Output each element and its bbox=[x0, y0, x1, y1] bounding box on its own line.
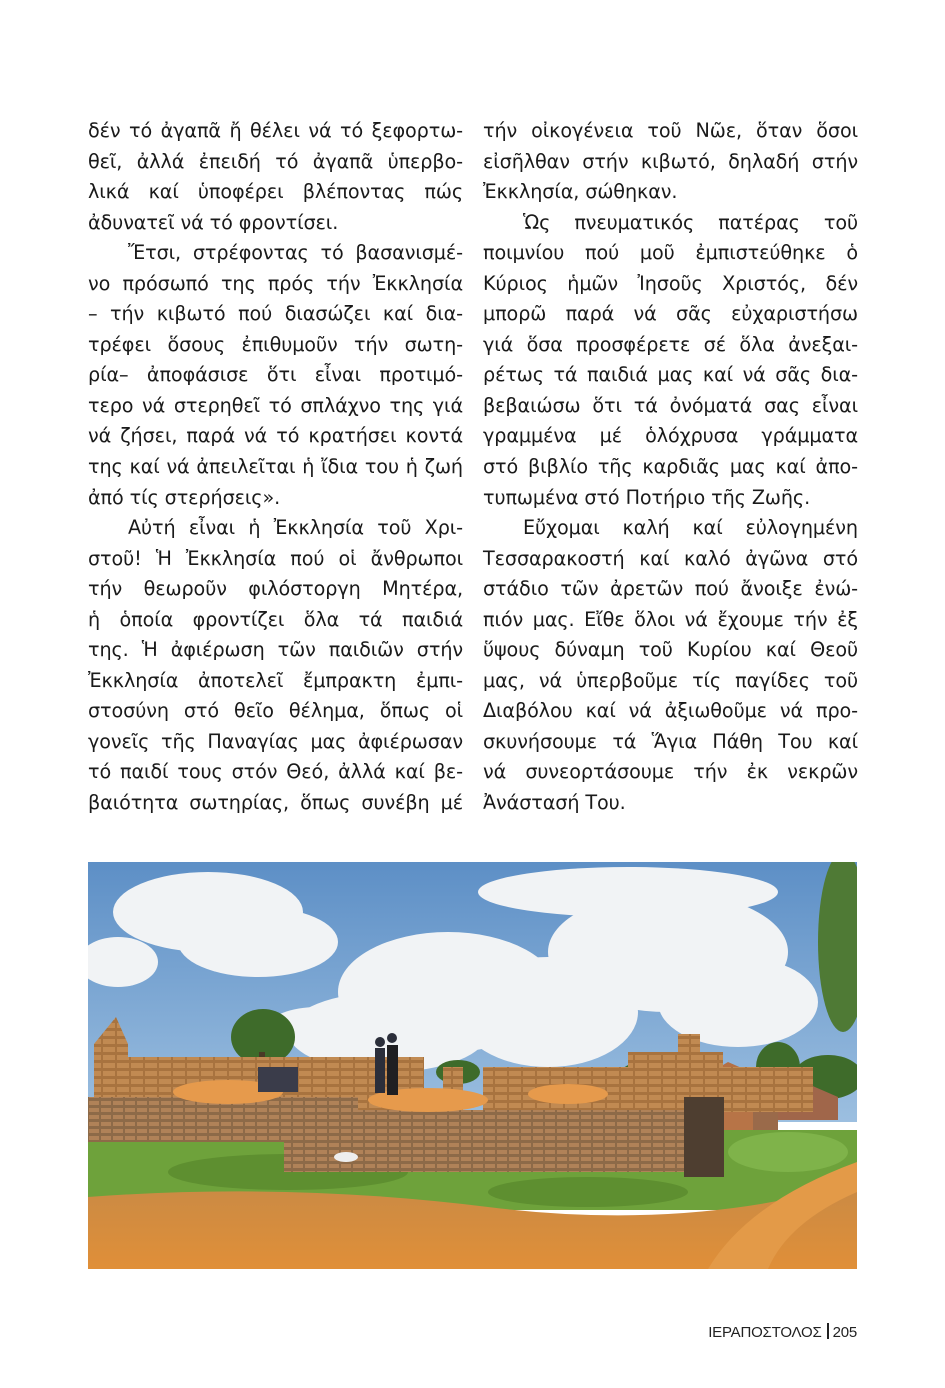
text-line: ἀπό τίς στερήσεις». bbox=[88, 485, 281, 509]
text-line: Ἐκκλησία, σώθηκαν. bbox=[483, 180, 678, 204]
text-line: γραμμένα μέ ὁλόχρυσα γράμματα bbox=[483, 424, 858, 448]
text-line: τήν θεωροῦν φιλόστοργη Μητέρα, bbox=[88, 577, 463, 601]
left-text-column bbox=[88, 116, 463, 819]
text-line: Ὡς πνευματικός πατέρας τοῦ bbox=[523, 210, 858, 234]
paragraph bbox=[88, 513, 463, 818]
text-line: σκυνήσουμε τά Ἅγια Πάθη Του καί bbox=[483, 729, 858, 753]
text-line: ἡ ὁποία φροντίζει ὅλα τά παιδιά bbox=[88, 607, 463, 631]
text-line: ρέτως τά παιδιά μας καί νά σᾶς δια- bbox=[483, 363, 858, 387]
text-line: ποιμνίου πού μοῦ ἐμπιστεύθηκε ὁ bbox=[483, 241, 858, 265]
text-line: – τήν κιβωτό πού διασώζει καί δια- bbox=[88, 302, 463, 326]
text-line: Ἀνάστασή Του. bbox=[483, 791, 626, 815]
text-line: της καί νά ἀπειλεῖται ἡ ἴδια του ἡ ζωή bbox=[88, 455, 463, 479]
text-line: Εὔχομαι καλή καί εὐλογημένη bbox=[523, 516, 858, 540]
text-line: Ἐκκλησία ἀποτελεῖ ἔμπρακτη ἐμπι- bbox=[88, 668, 463, 692]
text-line: ὕψους δύναμη τοῦ Κυρίου καί Θεοῦ bbox=[483, 638, 858, 662]
text-line: λικά καί ὑποφέρει βλέποντας πώς bbox=[88, 180, 463, 204]
text-line: στοῦ! Ἡ Ἐκκλησία πού οἱ ἄνθρωποι bbox=[88, 546, 463, 570]
text-line: τό παιδί τους στόν Θεό, ἀλλά καί βε- bbox=[88, 760, 463, 784]
text-line: γονεῖς τῆς Παναγίας μας ἀφιέρωσαν bbox=[88, 729, 463, 753]
text-line: της. Ἡ ἀφιέρωση τῶν παιδιῶν στήν bbox=[88, 638, 463, 662]
right-text-column bbox=[483, 116, 858, 819]
text-line: γιά ὅσα προσφέρετε σέ ὅλα ἀνεξαι- bbox=[483, 332, 858, 356]
goat bbox=[334, 1152, 358, 1162]
text-line: μας, νά ὑπερβοῦμε τίς παγίδες τοῦ bbox=[483, 668, 858, 692]
text-line: στάδιο τῶν ἀρετῶν πού ἄνοιξε ἐνώ- bbox=[483, 577, 858, 601]
text-line: θεῖ, ἀλλά ἐπειδή τό ἀγαπᾶ ὑπερβο- bbox=[88, 149, 463, 173]
text-line: νά ζήσει, παρά νά τό κρατήσει κοντά bbox=[88, 424, 463, 448]
text-line: δέν τό ἀγαπᾶ ἤ θέλει νά τό ξεφορτω- bbox=[88, 119, 463, 142]
paragraph bbox=[483, 513, 858, 818]
construction-site-photo bbox=[88, 862, 857, 1269]
magazine-title: ΙΕΡΑΠΟΣΤΟΛΟΣ bbox=[708, 1324, 822, 1341]
text-line: Ἔτσι, στρέφοντας τό βασανισμέ- bbox=[128, 241, 463, 265]
text-line: ἀδυνατεῖ νά τό φροντίσει. bbox=[88, 210, 339, 234]
footer-divider bbox=[827, 1323, 829, 1339]
text-line: Αὐτή εἶναι ἡ Ἐκκλησία τοῦ Χρι- bbox=[128, 516, 463, 540]
text-line: στό βιβλίο τῆς καρδιᾶς μας καί ἀπο- bbox=[483, 455, 858, 479]
text-line: στοσύνη στό θεῖο θέλημα, ὅπως οἱ bbox=[88, 699, 463, 723]
text-line: τυπωμένα στό Ποτήριο τῆς Ζωῆς. bbox=[483, 485, 811, 509]
text-line: βαιότητα σωτηρίας, ὅπως συνέβη μέ bbox=[88, 791, 463, 815]
text-line: τερο νά στερηθεῖ τό σπλάχνο της γιά bbox=[88, 393, 463, 417]
paragraph bbox=[483, 116, 858, 208]
text-line: εἰσῆλθαν στήν κιβωτό, δηλαδή στήν bbox=[483, 149, 858, 173]
text-line: βεβαιώσω ὅτι τά ὀνόματά σας εἶναι bbox=[483, 393, 858, 417]
text-line: νο πρόσωπό της πρός τήν Ἐκκλησία bbox=[88, 271, 463, 295]
paragraph bbox=[483, 208, 858, 513]
page-number: 205 bbox=[832, 1324, 857, 1341]
text-line: τήν οἰκογένεια τοῦ Νῶε, ὅταν ὅσοι bbox=[483, 119, 858, 142]
photo-illustration bbox=[88, 862, 857, 1269]
text-line: τρέφει ὅσους ἐπιθυμοῦν τήν σωτη- bbox=[88, 332, 463, 356]
paragraph bbox=[88, 116, 463, 238]
paragraph bbox=[88, 238, 463, 513]
page-footer bbox=[708, 1323, 857, 1341]
text-line: πιόν μας. Εἴθε ὅλοι νά ἔχουμε τήν ἐξ bbox=[483, 607, 858, 631]
text-line: ρία– ἀποφάσισε ὅτι εἶναι προτιμό- bbox=[88, 363, 463, 387]
text-line: Τεσσαρακοστή καί καλό ἀγῶνα στό bbox=[483, 546, 858, 570]
text-line: νά συνεορτάσουμε τήν ἐκ νεκρῶν bbox=[483, 760, 858, 784]
text-line: Κύριος ἡμῶν Ἰησοῦς Χριστός, δέν bbox=[483, 271, 858, 295]
text-line: Διαβόλου καί νά ἀξιωθοῦμε νά προ- bbox=[483, 699, 858, 723]
text-line: μπορῶ παρά νά σᾶς εὐχαριστήσω bbox=[483, 302, 858, 326]
